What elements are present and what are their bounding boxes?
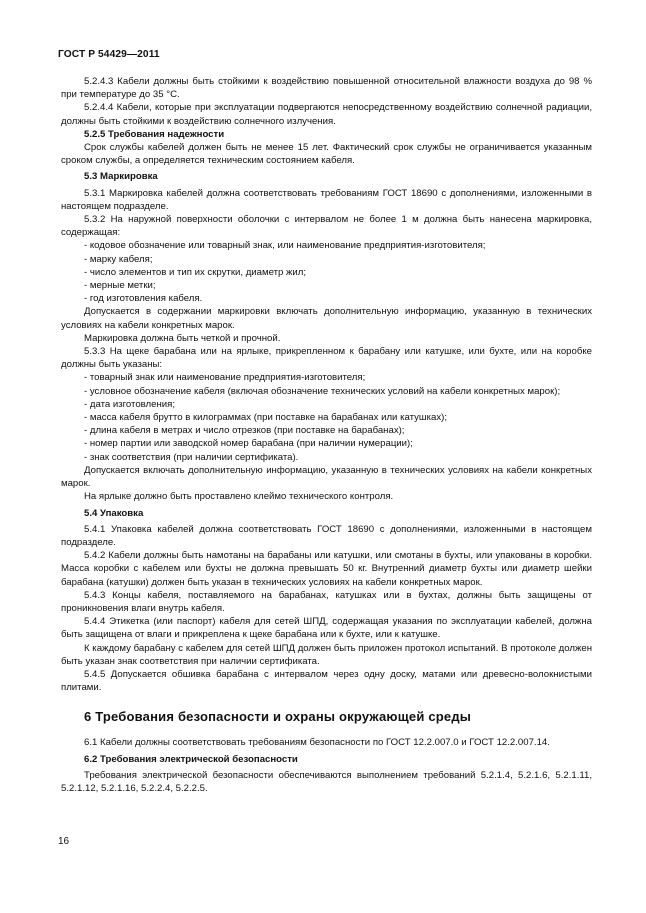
heading-6-2: 6.2 Требования электрической безопасности [84,753,298,765]
paragraph-5-2-4-4: 5.2.4.4 Кабели, которые при эксплуатации подвергаются непосредственному воздействию солнечной радиации, должны быть стойкими к воздействию солнечного излучения. [61,102,592,127]
list-item: - номер партии или заводской номер барабана (при наличии нумерации); [84,438,413,450]
paragraph-test-protocol: К каждому барабану с кабелем для сетей ШПД должен быть приложен протокол испытаний. В протоколе должен быть указан знак соответствия при наличии сертификата. [61,642,592,667]
paragraph-5-4-4: 5.4.4 Этикетка (или паспорт) кабеля для сетей ШПД, содержащая указания по эксплуатации кабелей, должна быть защищена от влаги и прикреплена к щеке барабана или к бухте, или к катушке. [61,616,592,641]
page-number: 16 [58,836,70,847]
section-6-title: 6 Требования безопасности и охраны окружающей среды [84,709,472,725]
list-item: - число элементов и тип их скрутки, диаметр жил; [84,266,307,278]
list-item: - масса кабеля брутто в килограммах (при поставке на барабанах или катушках); [84,412,448,424]
list-item: - условное обозначение кабеля (включая обозначение технических условий на кабели конкретных марок); [84,385,561,397]
list-item: - мерные метки; [84,280,156,292]
list-item: - кодовое обозначение или товарный знак, или наименование предприятия-изготовителя; [84,240,486,252]
list-item: - дата изготовления; [84,398,175,410]
list-item: - длина кабеля в метрах и число отрезков (при поставке на барабанах); [84,425,405,437]
list-item: - товарный знак или наименование предприятия-изготовителя; [84,372,366,384]
document-body [61,75,592,795]
list-item: - год изготовления кабеля. [84,293,203,305]
list-item: - знак соответствия (при наличии сертификата). [84,451,299,463]
paragraph-5-3-3: 5.3.3 На щеке барабана или на ярлыке, прикрепленном к барабану или катушке, или бухте, или на коробке должны быть указаны: [61,346,592,371]
heading-5-2-5: 5.2.5 Требования надежности [84,128,225,140]
paragraph-6-1: 6.1 Кабели должны соответствовать требованиям безопасности по ГОСТ 12.2.007.0 и ГОСТ 12.2.007.14. [84,737,550,749]
paragraph-5-4-5: 5.4.5 Допускается обшивка барабана с интервалом через одну доску, матами или древесно-волокнистыми плитами. [61,668,592,694]
paragraph-5-3-1: 5.3.1 Маркировка кабелей должна соответствовать требованиям ГОСТ 18690 с дополнениями, изложенными в настоящем подразделе. [61,187,592,212]
heading-5-3: 5.3 Маркировка [84,171,158,183]
paragraph-service-life: Срок службы кабелей должен быть не менее 15 лет. Фактический срок службы не ограничивается указанным сроком службы, а определяется техническим состоянием кабеля. [61,142,592,167]
document-header: ГОСТ Р 54429—2011 [58,49,160,60]
heading-5-4: 5.4 Упаковка [84,507,144,519]
paragraph-5-4-3: 5.4.3 Концы кабеля, поставляемого на барабанах, катушках или в бухтах, должны быть защищены от проникновения влаги внутрь кабеля. [61,589,592,614]
paragraph-5-3-2: 5.3.2 На наружной поверхности оболочки с интервалом не более 1 м должна быть нанесена маркировка, содержащая: [61,214,592,239]
paragraph-additional-marking: Допускается в содержании маркировки включать дополнительную информацию, указанную в технических условиях на кабели конкретных марок. [61,306,592,331]
paragraph-5-4-1: 5.4.1 Упаковка кабелей должна соответствовать ГОСТ 18690 с дополнениями, изложенными в настоящем подразделе. [61,523,592,548]
list-item: - марку кабеля; [84,253,153,265]
paragraph-5-2-4-3: 5.2.4.3 Кабели должны быть стойкими к воздействию повышенной относительной влажности воздуха до 98 % при температуре до 35 °С. [61,76,592,101]
paragraph-control-stamp: На ярлыке должно быть проставлено клеймо технического контроля. [84,491,394,503]
paragraph-additional-info: Допускается включать дополнительную информацию, указанную в технических условиях на кабели конкретных марок. [61,464,592,490]
paragraph-electrical-safety: Требования электрической безопасности обеспечиваются выполнением требований 5.2.1.4, 5.2.1.6, 5.2.1.11, 5.2.1.12, 5.2.1.16, 5.2.2.4, 5.2.2.5. [61,769,592,794]
paragraph-5-4-2: 5.4.2 Кабели должны быть намотаны на барабаны или катушки, или смотаны в бухты, или упакованы в коробки. Масса коробки с кабелем или бухты не должна превышать 50 кг. Внутренний диаметр бухты или диаметр шейки барабана (катушки) должен быть указан в технических условиях на кабели конкретных марок. [61,550,592,588]
paragraph-marking-quality: Маркировка должна быть четкой и прочной. [84,332,281,344]
